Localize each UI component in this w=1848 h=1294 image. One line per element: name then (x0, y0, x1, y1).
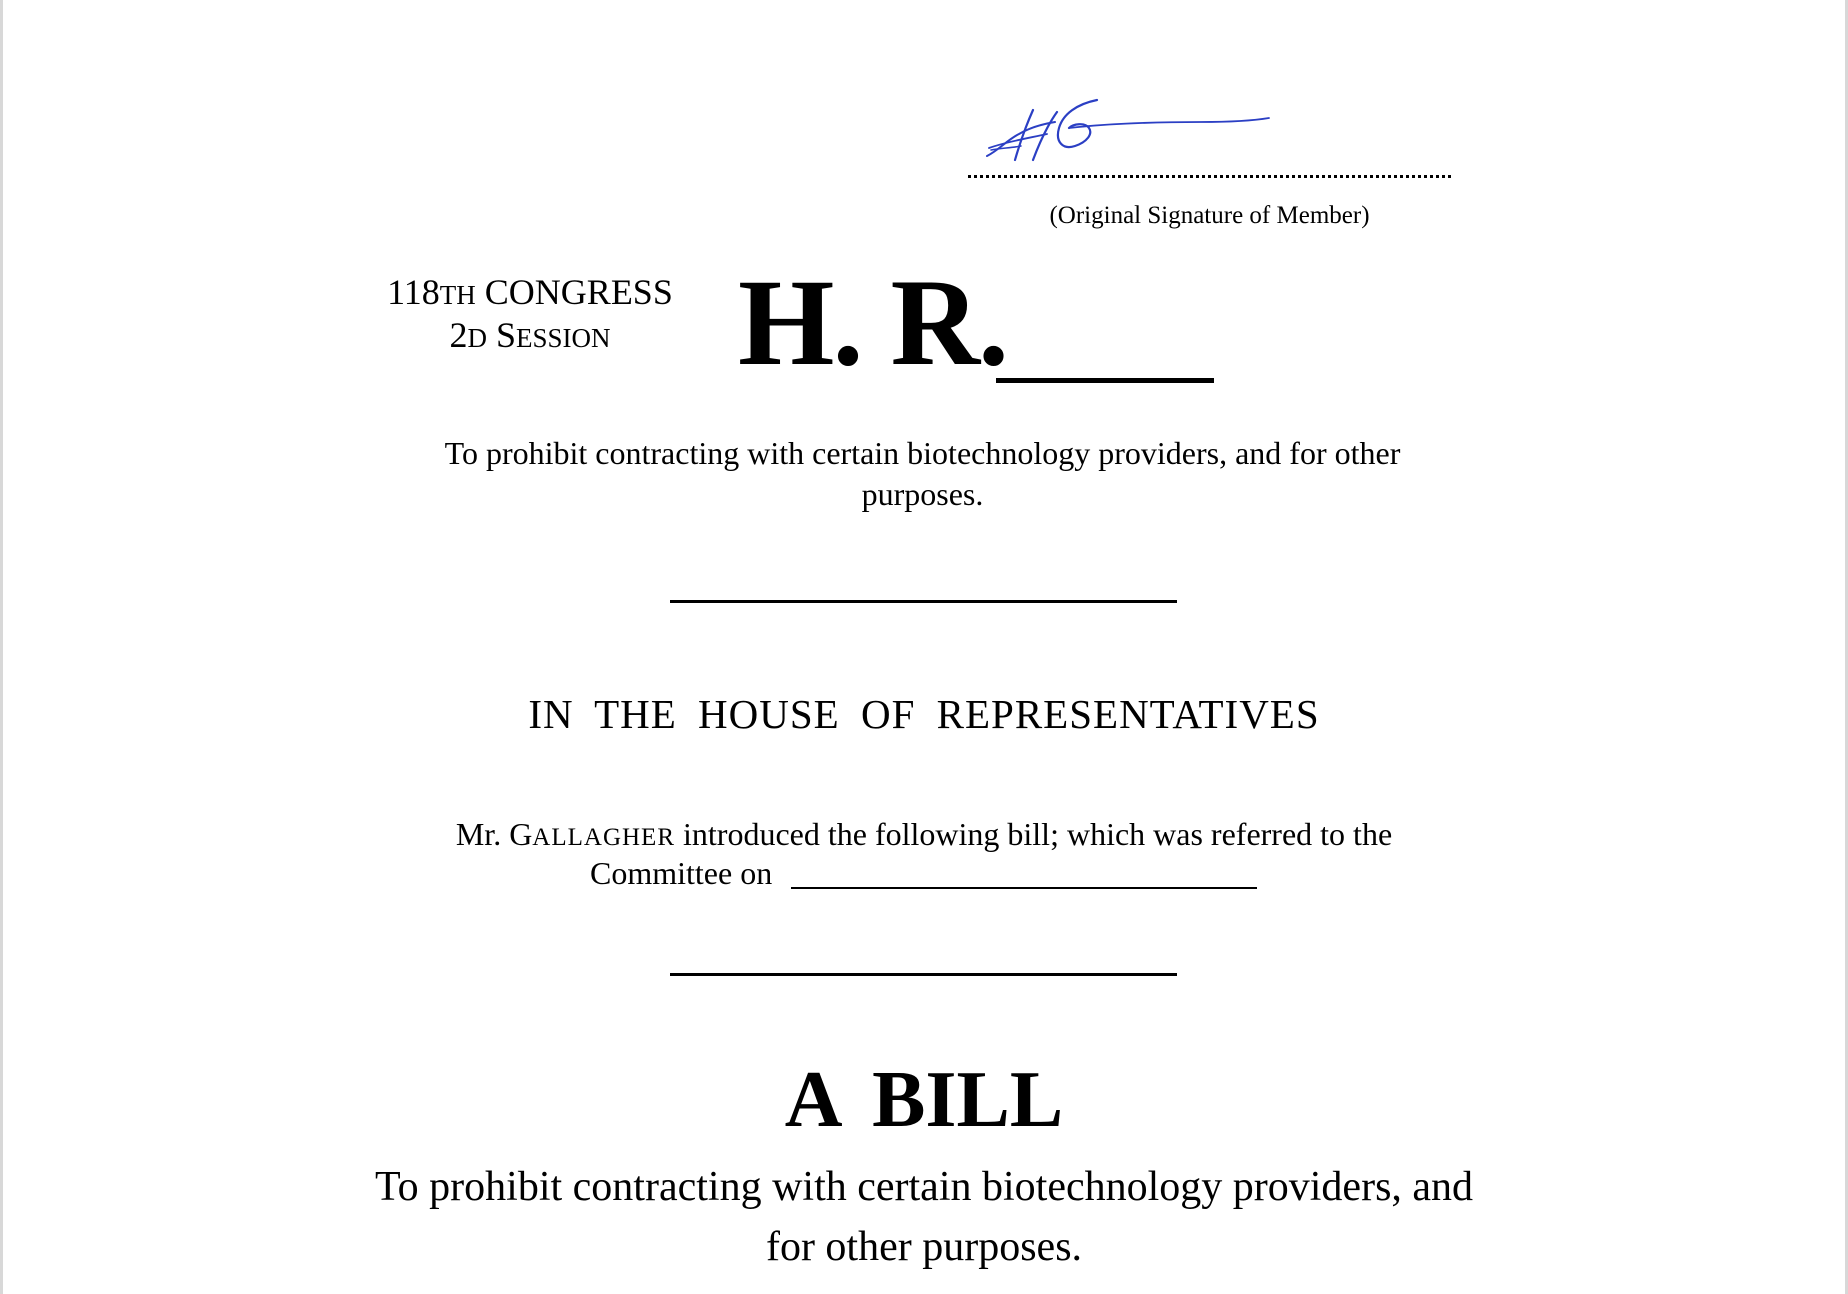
sponsor-name-rest: ALLAGHER (532, 824, 676, 851)
bill-designation: H. R. (738, 254, 1007, 391)
congress-line (360, 272, 700, 315)
congress-ordinal-suffix: TH (439, 280, 476, 310)
short-title: To prohibit contracting with certain biotechnology providers, and for other purposes. (444, 435, 1401, 512)
introduction-text: introduced the following bill; which was referred to the (683, 816, 1393, 852)
bill-heading: A BILL (784, 1056, 1064, 1144)
signature-dotted-line (968, 175, 1451, 178)
congress-number: 118 (387, 272, 440, 312)
signature-caption: (Original Signature of Member) (1049, 202, 1370, 229)
introduction-line-2: Committee on (590, 855, 773, 891)
session-ordinal-suffix: D (467, 323, 487, 353)
member-signature (985, 98, 1285, 168)
congress-session-block (360, 272, 700, 358)
section-divider-top (670, 600, 1177, 603)
house-heading: IN THE HOUSE OF REPRESENTATIVES (528, 691, 1320, 737)
sponsor-title: Mr. (455, 816, 502, 852)
introduction-line-1 (0, 814, 1848, 858)
session-word-initial: S (495, 315, 516, 355)
session-line (360, 315, 700, 358)
committee-blank-line (791, 887, 1257, 889)
long-title: To prohibit contracting with certain biotechnology providers, and for other purposes. (374, 1164, 1474, 1270)
sponsor-name-initial: G (509, 816, 533, 852)
congress-word: CONGRESS (484, 272, 673, 312)
bill-number-blank-line (996, 378, 1214, 383)
session-number: 2 (449, 315, 468, 355)
session-word-rest: ESSION (516, 323, 611, 353)
section-divider-bottom (670, 973, 1177, 976)
